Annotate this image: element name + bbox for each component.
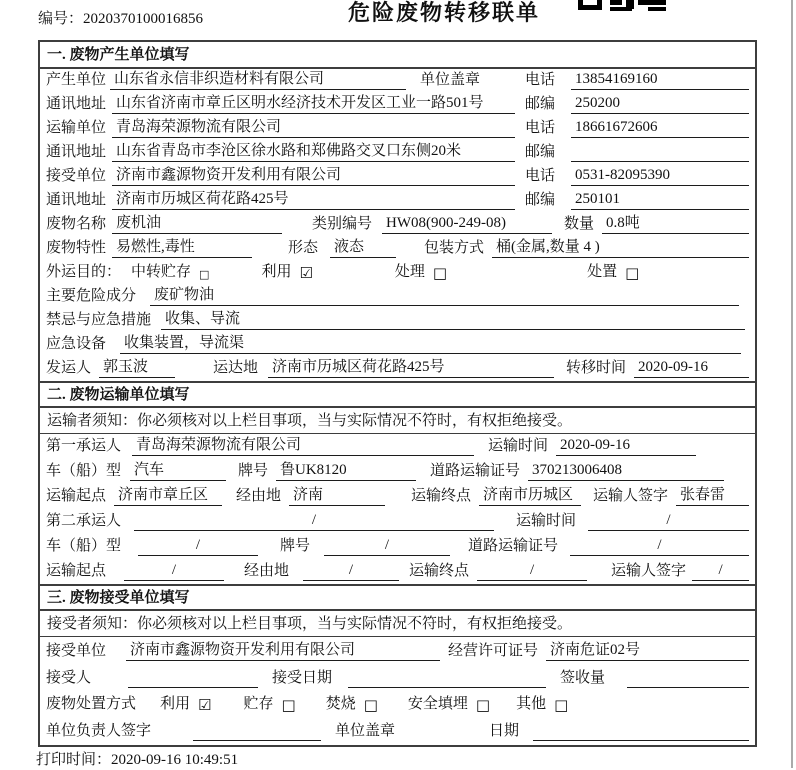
accept-unit-value: 济南市鑫源物资开发利用有限公司 xyxy=(126,640,440,661)
form-value: 液态 xyxy=(330,237,396,258)
checkbox-transfer-storage: □ xyxy=(199,268,210,281)
disposal-other-label: 其他 xyxy=(516,696,547,713)
checkbox-use: ☑ xyxy=(299,264,313,282)
row-vehicle2 xyxy=(40,534,755,559)
via1-value: 济南 xyxy=(289,485,385,506)
accept-unit-label: 接受单位 xyxy=(46,642,107,659)
dest-label: 运输终点 xyxy=(409,563,470,579)
checkbox-disposal-other: □ xyxy=(554,696,569,715)
transporter-address-value: 山东省青岛市李沧区徐水路和郑佛路交叉口东侧20米 xyxy=(112,141,515,162)
row-receiver xyxy=(40,165,755,189)
carrier2-label: 第二承运人 xyxy=(46,513,122,529)
doc-number-label: 编号： xyxy=(38,11,84,27)
purpose-transfer-label: 中转贮存 xyxy=(131,264,192,280)
received-qty-label: 签收量 xyxy=(560,669,606,686)
qr-code-fragment-icon xyxy=(578,0,668,11)
carrier1-value: 青岛海荣源物流有限公司 xyxy=(132,435,474,456)
origin-label: 运输起点 xyxy=(46,488,107,504)
transporter-label: 运输单位 xyxy=(46,120,107,136)
sign2-value: / xyxy=(692,560,749,581)
vehicle1-value: 汽车 xyxy=(130,460,226,481)
zip-label: 邮编 xyxy=(525,192,556,208)
disposal-use-label: 利用 xyxy=(160,696,191,713)
manager-sign-value xyxy=(193,740,321,741)
producer-value: 山东省永信非织造材料有限公司 xyxy=(110,69,406,90)
checkbox-dispose: □ xyxy=(625,264,640,282)
permit2-value: / xyxy=(570,535,749,556)
transporter-notice: 运输者须知：你必须核对以上栏目事项，当与实际情况不符时，有权拒绝接受。 xyxy=(40,408,755,434)
shipper-label: 发运人 xyxy=(46,360,92,376)
transport-time1-value: 2020-09-16 xyxy=(556,435,696,456)
carrier2-value: / xyxy=(134,510,494,531)
taboo-label: 禁忌与应急措施 xyxy=(46,312,152,328)
form-label: 形态 xyxy=(288,240,319,256)
receiver-phone-value: 0531-82095390 xyxy=(571,165,749,186)
producer-label: 产生单位 xyxy=(46,72,107,88)
taboo-value: 收集、导流 xyxy=(161,309,745,330)
hazard-value: 废矿物油 xyxy=(150,285,739,306)
transport-time2-value: / xyxy=(588,510,749,531)
address-label: 通讯地址 xyxy=(46,96,107,112)
receiver-notice: 接受者须知：你必须核对以上栏目事项，当与实际情况不符时，有权拒绝接受。 xyxy=(40,611,755,637)
origin-label: 运输起点 xyxy=(46,563,107,579)
address-label: 通讯地址 xyxy=(46,144,107,160)
props-label: 废物特性 xyxy=(46,240,107,256)
purpose-use-label: 利用 xyxy=(261,264,292,280)
waste-name-value: 废机油 xyxy=(112,213,282,234)
row-disposal xyxy=(40,691,755,718)
disposal-store-label: 贮存 xyxy=(243,696,274,713)
checkbox-disposal-use: ☑ xyxy=(198,696,212,715)
destination-value: 济南市历城区荷花路425号 xyxy=(268,357,554,378)
carrier1-label: 第一承运人 xyxy=(46,438,122,454)
producer-zip-value: 250200 xyxy=(571,93,749,114)
transport-time-label: 运输时间 xyxy=(516,513,577,529)
license-value: 济南危证02号 xyxy=(546,640,749,661)
dest1-value: 济南市历城区 xyxy=(479,485,581,506)
manager-sign-label: 单位负责人签字 xyxy=(46,723,152,739)
row-waste-props xyxy=(40,237,755,261)
row-transporter xyxy=(40,117,755,141)
row-manager-sign xyxy=(40,717,755,744)
checkbox-treat: □ xyxy=(432,264,448,282)
transfer-date-label: 转移时间 xyxy=(566,360,627,376)
accept-date-label: 接受日期 xyxy=(272,669,333,686)
vehicle-label: 车（船）型 xyxy=(46,538,122,554)
zip-label: 邮编 xyxy=(525,96,556,112)
date-label: 日期 xyxy=(489,723,520,739)
print-time-label: 打印时间： xyxy=(36,752,112,768)
checkbox-disposal-burn: □ xyxy=(363,696,378,715)
receiver-value: 济南市鑫源物资开发利用有限公司 xyxy=(112,165,515,186)
purpose-label: 外运目的： xyxy=(46,264,122,280)
date-value xyxy=(533,740,749,741)
vehicle-label: 车（船）型 xyxy=(46,463,122,479)
qty-value: 0.8吨 xyxy=(602,213,749,234)
row-acceptor xyxy=(40,664,755,691)
unit-seal-label: 单位盖章 xyxy=(420,72,481,88)
page-edge-line xyxy=(791,0,793,768)
sign-label: 运输人签字 xyxy=(593,488,669,504)
print-time xyxy=(36,750,238,770)
dest2-value: / xyxy=(477,560,587,581)
transporter-phone-value: 18661672606 xyxy=(571,117,749,138)
transporter-value: 青岛海荣源物流有限公司 xyxy=(112,117,515,138)
acceptor-label: 接受人 xyxy=(46,669,92,686)
disposal-burn-label: 焚烧 xyxy=(325,696,356,713)
hazard-label: 主要危险成分 xyxy=(46,288,137,304)
section1-header: 一. 废物产生单位填写 xyxy=(40,42,755,69)
row-carrier1 xyxy=(40,434,755,459)
license-label: 经营许可证号 xyxy=(448,642,539,659)
origin1-value: 济南市章丘区 xyxy=(114,485,222,506)
disposal-landfill-label: 安全填埋 xyxy=(407,696,468,713)
permit-label: 道路运输证号 xyxy=(430,463,521,479)
section3-header: 三. 废物接受单位填写 xyxy=(40,584,755,611)
address-label: 通讯地址 xyxy=(46,192,107,208)
doc-number-value: 2020370100016856 xyxy=(83,11,204,27)
row-accept-unit xyxy=(40,637,755,664)
sign1-value: 张春雷 xyxy=(676,485,749,506)
qty-label: 数量 xyxy=(564,216,595,232)
manifest-form-table xyxy=(38,40,757,747)
permit1-value: 370213006408 xyxy=(528,460,724,481)
row-route1 xyxy=(40,484,755,509)
equipment-value: 收集装置，导流渠 xyxy=(120,333,741,354)
row-equipment xyxy=(40,333,755,357)
plate-label: 牌号 xyxy=(238,463,269,479)
row-purpose xyxy=(40,261,755,285)
plate1-value: 鲁UK8120 xyxy=(276,460,416,481)
page-title: 危险废物转移联单 xyxy=(347,0,540,25)
purpose-dispose-label: 处置 xyxy=(587,264,618,280)
receiver-zip-value: 250101 xyxy=(571,189,749,210)
via2-value: / xyxy=(303,560,399,581)
row-receiver-address xyxy=(40,189,755,213)
transport-time-label: 运输时间 xyxy=(488,438,549,454)
row-producer xyxy=(40,69,755,93)
vehicle2-value: / xyxy=(138,535,258,556)
zip-label: 邮编 xyxy=(525,144,556,160)
destination-label: 运达地 xyxy=(213,360,259,376)
row-route2 xyxy=(40,559,755,584)
receiver-address-value: 济南市历城区荷花路425号 xyxy=(112,189,515,210)
shipper-value: 郭玉波 xyxy=(99,357,175,378)
sign-label: 运输人签字 xyxy=(611,563,687,579)
row-hazard xyxy=(40,285,755,309)
permit-label: 道路运输证号 xyxy=(468,538,559,554)
phone-label: 电话 xyxy=(525,168,556,184)
category-label: 类别编号 xyxy=(312,216,373,232)
props-value: 易燃性,毒性 xyxy=(112,237,252,258)
accept-date-value xyxy=(348,687,546,688)
row-transporter-address xyxy=(40,141,755,165)
purpose-treat-label: 处理 xyxy=(394,264,425,280)
transfer-date-value: 2020-09-16 xyxy=(634,357,749,378)
via-label: 经由地 xyxy=(236,488,282,504)
receiver-label: 接受单位 xyxy=(46,168,107,184)
plate-label: 牌号 xyxy=(280,538,311,554)
print-time-value: 2020-09-16 10:49:51 xyxy=(111,752,239,768)
section2-header: 二. 废物运输单位填写 xyxy=(40,381,755,408)
received-qty-value xyxy=(627,687,749,688)
phone-label: 电话 xyxy=(525,72,556,88)
qr-finder-block xyxy=(578,0,602,10)
via-label: 经由地 xyxy=(244,563,290,579)
row-waste-name xyxy=(40,213,755,237)
row-carrier2 xyxy=(40,509,755,534)
row-producer-address xyxy=(40,93,755,117)
packing-value: 桶(金属,数量 4 ) xyxy=(492,237,749,258)
plate2-value: / xyxy=(324,535,450,556)
row-taboo xyxy=(40,309,755,333)
producer-address-value: 山东省济南市章丘区明水经济技术开发区工业一路501号 xyxy=(112,93,515,114)
acceptor-value xyxy=(128,687,258,688)
row-shipper xyxy=(40,357,755,381)
checkbox-disposal-store: □ xyxy=(281,696,296,715)
packing-label: 包装方式 xyxy=(424,240,485,256)
disposal-label: 废物处置方式 xyxy=(46,696,137,713)
producer-phone-value: 13854169160 xyxy=(571,69,749,90)
origin2-value: / xyxy=(124,560,224,581)
category-value: HW08(900-249-08) xyxy=(382,213,552,234)
dest-label: 运输终点 xyxy=(411,488,472,504)
phone-label: 电话 xyxy=(525,120,556,136)
equipment-label: 应急设备 xyxy=(46,336,107,352)
unit-seal-label: 单位盖章 xyxy=(335,723,396,739)
waste-name-label: 废物名称 xyxy=(46,216,107,232)
checkbox-disposal-landfill: □ xyxy=(475,696,491,715)
row-vehicle1 xyxy=(40,459,755,484)
transporter-zip-value xyxy=(571,161,749,162)
